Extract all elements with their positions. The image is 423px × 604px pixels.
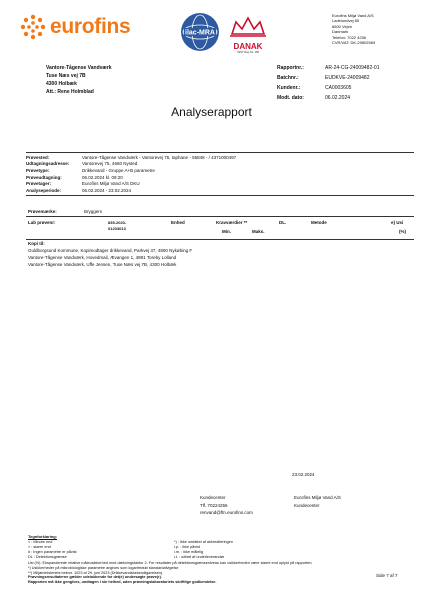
company-line: 6600 Vejen [332, 23, 353, 29]
recipient-line: Att.: Rene Holmblad [46, 89, 94, 95]
col-uncertainty: e) Usi [391, 220, 404, 225]
note-line: **) Miljøministeriets bekmr. 1023 af 29. juni 2023 (Drikkevandsbekendtgørelsen). [28, 570, 164, 575]
col-dl: DL. [279, 220, 287, 225]
info-row [26, 161, 414, 168]
info-value: 06.02.2024 - 23.02.2024 [82, 187, 132, 193]
copy-line: Vantore-Tågense Vandværk, Uffe Jensen, Tuse Næs vej 7B, 4300 Holbæk [28, 262, 177, 267]
eurofins-dots-icon [20, 14, 46, 40]
sample-mark-key: Prøvemærke: [28, 208, 57, 214]
info-row [26, 174, 414, 181]
col-requirements: Kravværdier ** [216, 220, 248, 225]
lab-signature [294, 494, 341, 509]
meta-value: 06.02.2024 [325, 95, 351, 101]
lab-line: Eurofins Miljø Vand A/S [294, 495, 341, 500]
info-value: Eurofins Miljø Vand A/S DKU [82, 181, 140, 187]
meta-value: AR-24-CG-24009482-01 [325, 65, 380, 71]
note-line: Usi (%): Ekspanderede relative måleusikkerhed med dækningsfaktor 2. For resultater på detektionsgrænseniveau kan usikkerheden være større end oplyst på rapporten. [28, 561, 313, 565]
contact-line: Kundecenter [200, 495, 226, 500]
danak-crown-icon [226, 14, 270, 38]
legend-item: < : Mindre end [28, 540, 53, 544]
danak-label: DANAK [233, 42, 263, 51]
note-line: Rapporten må ikke gengives, undtagen i sin helhed, uden prøvningslaboratoriets skriftlige godkendelse. [28, 580, 217, 585]
legend-item: *) : Ikke omfattet af akkrediteringen [174, 540, 233, 544]
info-key: Prøvetager: [26, 181, 52, 187]
info-value: Drikkevand - Gruppe A+B parametre [82, 167, 155, 173]
lab-line: Kundecenter [294, 502, 320, 508]
sample-mark-value: Bryggers [84, 208, 103, 214]
info-key: Analyseperiode: [26, 187, 62, 193]
info-row [26, 154, 414, 161]
col-max: Maks. [252, 229, 265, 234]
legend-item: DL : Detektionsgrænse [28, 555, 67, 559]
note-line: Prøvningsresultaterne gælder udelukkende for det(e) undersøgte prøve(r). [28, 575, 162, 580]
ilac-mra-icon [178, 12, 222, 52]
company-line: Eurofins Miljø Vand A/S [332, 13, 374, 18]
info-row [26, 187, 414, 194]
info-key: Prøvetype: [26, 167, 50, 173]
report-meta [277, 63, 417, 103]
sample-mark-row [26, 207, 414, 215]
meta-key: Modt. dato: [277, 95, 304, 101]
meta-row [277, 73, 417, 83]
legend-grid [28, 539, 408, 561]
col-min: Min. [222, 229, 231, 234]
meta-key: Rapportnr.: [277, 65, 304, 71]
info-row [26, 167, 414, 174]
legend-item: i.p. : ikke påvist [174, 545, 200, 549]
legend-item: i.t. : udført af underleverandør [174, 555, 225, 559]
info-key: Prøvested: [26, 154, 50, 160]
page-number: Side 7 af 7 [376, 573, 398, 578]
col-lab-sample: Lab prøvenr: [28, 220, 56, 225]
info-key: Udtagningsadresse: [26, 161, 70, 167]
company-address [332, 13, 417, 45]
results-table-header [26, 216, 414, 240]
recipient-address [46, 64, 196, 96]
contact-email: renvand@ftn.eurofins.com [200, 510, 253, 515]
copy-recipients [28, 240, 408, 268]
meta-row [277, 93, 417, 103]
eurofins-wordmark: eurofins [50, 15, 131, 38]
sample-info [26, 152, 414, 196]
customer-center [200, 494, 253, 517]
legend [28, 534, 408, 585]
copy-line: Vantore-Tågense Vandværk, Hovedmail, Ævangen 1, 4891 Toreby Lolland [28, 255, 177, 260]
copy-line: Guldborgsund Kommune, Kopimodtager drikkevand, Parkvej 37, 4800 Nykøbing F [28, 248, 193, 253]
meta-row [277, 63, 417, 73]
danak-sub: TEST Reg.No. 168 [237, 51, 259, 54]
legend-item: > : større end [28, 545, 51, 549]
page-title: Analyserapport [171, 105, 252, 119]
col-percent: (%) [399, 229, 406, 234]
company-line: Danmark [332, 29, 349, 35]
contact-line: Tlf. 70224256 [200, 502, 228, 508]
col-sample-no: 01233013 [108, 226, 126, 231]
report-date: 23.02.2024 [292, 472, 315, 477]
copy-title: Kopi til: [28, 241, 45, 246]
company-line: Ladelundvej 85 [332, 18, 360, 24]
legend-item: # : Ingen parametre er påvist [28, 550, 77, 554]
info-row [26, 180, 414, 187]
eurofins-logo [20, 12, 132, 42]
report-notes [28, 561, 408, 585]
company-line: CVR/VAT: DK-29802569 [332, 40, 376, 46]
info-value: Vantorevej 75, 4660 Nysted [82, 161, 138, 167]
recipient-line: Tuse Næs vej 7B [46, 73, 86, 79]
meta-value: EUDKVE-24009482 [325, 75, 370, 81]
ilac-label: ilac-MRA [185, 29, 215, 37]
info-value: Vantore-Tågense Vandværk - Vantorevej 75, taphane - 55848 - / 4371000497 [82, 154, 237, 160]
legend-title: Tegnforklaring: [28, 534, 58, 539]
recipient-line: 4300 Holbæk [46, 81, 77, 87]
recipient-line: Vantore-Tågense Vandværk [46, 65, 112, 71]
col-sample-no: 835-2023- [108, 220, 127, 225]
info-value: 06.02.2024 kl. 09:20 [82, 174, 123, 180]
company-line: Telefon: 7022 4256 [332, 34, 367, 40]
col-method: Metode [311, 220, 327, 225]
meta-row [277, 83, 417, 93]
info-key: Prøveudtagning: [26, 174, 62, 180]
meta-key: Kundenr.: [277, 85, 301, 91]
meta-key: Batchnr.: [277, 75, 299, 81]
legend-item: i.m. : ikke målelig [174, 550, 204, 554]
meta-value: CA0003605 [325, 85, 352, 91]
col-unit: Enhed [171, 220, 185, 225]
danak-logo [226, 14, 270, 54]
note-line: *) Usikkerheder på mikrobiologiske parametre angives som logaritmiskt standardafvigelse [28, 565, 179, 570]
